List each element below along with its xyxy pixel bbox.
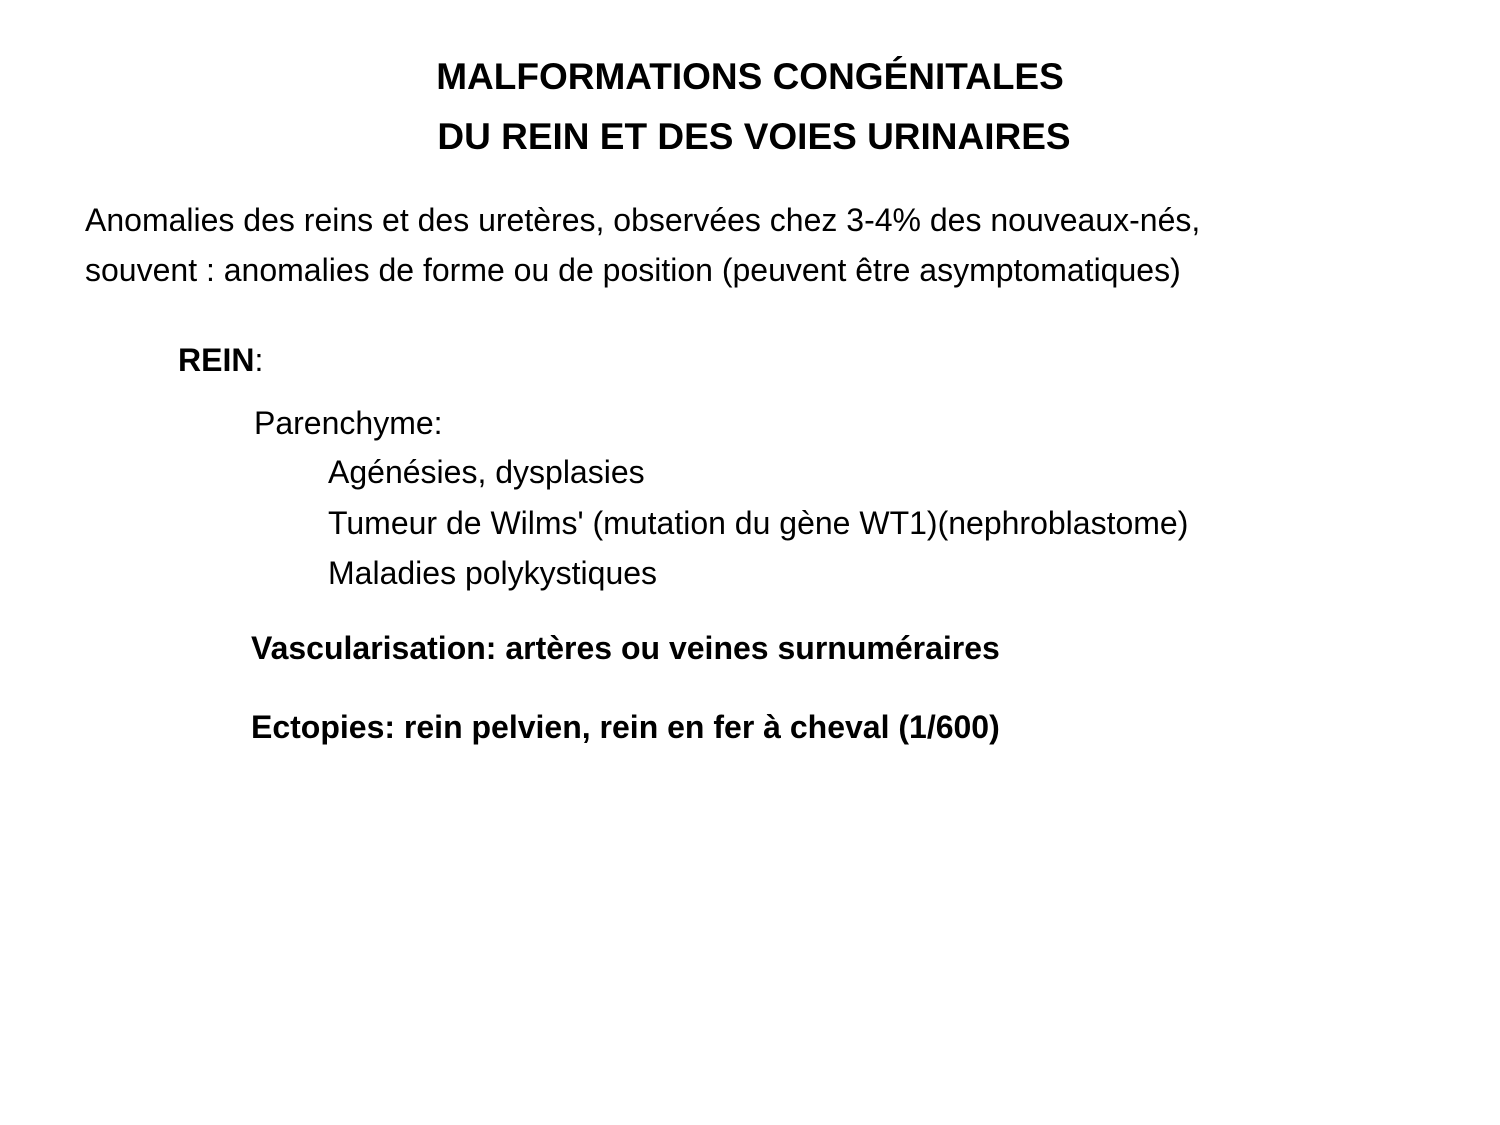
parenchyme-item: Agénésies, dysplasies xyxy=(328,454,645,490)
intro-line-1: Anomalies des reins et des uretères, observées chez 3-4% des nouveaux-nés, xyxy=(85,202,1201,238)
title-line-2: DU REIN ET DES VOIES URINAIRES xyxy=(437,116,1071,157)
intro-line-2: souvent : anomalies de forme ou de position (peuvent être asymptomatiques) xyxy=(85,252,1181,288)
rein-colon: : xyxy=(254,342,264,378)
parenchyme-item: Maladies polykystiques xyxy=(328,555,658,591)
rein-heading xyxy=(178,340,263,380)
parenchyme-item: Tumeur de Wilms' (mutation du gène WT1)(nephroblastome) xyxy=(328,505,1189,541)
title-line-1: MALFORMATIONS CONGÉNITALES xyxy=(436,56,1064,97)
parenchyme-label: Parenchyme: xyxy=(254,405,443,441)
rein-label: REIN xyxy=(178,342,255,378)
vascularisation-line: Vascularisation: artères ou veines surnuméraires xyxy=(251,630,1000,666)
ectopies-line: Ectopies: rein pelvien, rein en fer à cheval (1/600) xyxy=(251,709,1000,745)
